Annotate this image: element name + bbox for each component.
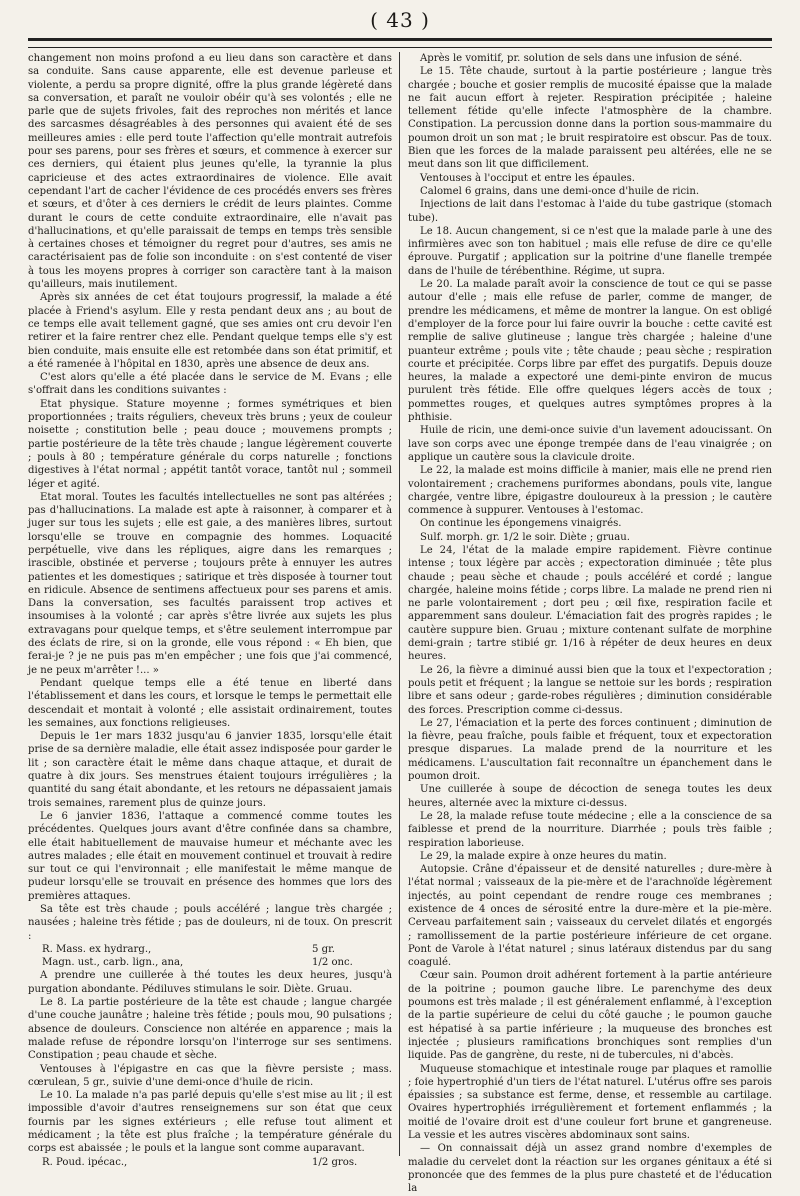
paragraph: C'est alors qu'elle a été placée dans le service de M. Evans ; elle s'offrait dans les conditions suivantes : [28, 372, 392, 397]
paragraph: Le 18. Aucun changement, si ce n'est que la malade parle à une des infirmières avec son ton habituel ; mais elle refuse de dire ce qu'elle éprouve. Purgatif ; application sur la poitrine d'une flanelle trempée dans de l'huile de térébenthine. Régime, ut supra. [408, 225, 772, 277]
prescription-line [28, 1156, 392, 1169]
prescription-line [28, 943, 392, 956]
paragraph: Après le vomitif, pr. solution de sels dans une infusion de séné. [420, 53, 743, 64]
paragraph: Sulf. morph. gr. 1/2 le soir. Diète ; gruau. [420, 531, 631, 543]
paragraph: Le 15. Tête chaude, surtout à la partie postérieure ; langue très chargée ; bouche et gosier remplis de mucosité épaisse que la malade ne fait aucun effort à rejeter. Respiration précipitée ; haleine tellement fétide qu'elle infecte l'atmosphère de la chambre. Constipation. La percussion donne dans la portion sous-mammaire du poumon droit un son mat ; le bruit respiratoire est obscur. Pas de toux. Bien que les forces de la malade paraissent peu altérées, elle ne se meut dans son lit que difficilement. [408, 66, 772, 171]
left-column [28, 52, 392, 1168]
page-number: ( 43 ) [370, 8, 430, 32]
header-rule [28, 38, 772, 48]
right-column [408, 52, 772, 1195]
paragraph: Le 8. La partie postérieure de la tête est chaude ; langue chargée d'une couche jaunâtre ; haleine très fétide ; pouls mou, 90 pulsations ; absence de douleurs. Conscience non altérée en apparence ; mais la malade refuse de répondre lorsqu'on l'interroge sur ses sentimens. Constipation ; peau chaude et sèche. [28, 997, 392, 1062]
paragraph: — On connaissait déjà un assez grand nombre d'exemples de maladie du cervelet dont la réaction sur les organes génitaux a été si prononcée que des femmes de la plus pure chasteté et de l'éducation la [408, 1143, 772, 1195]
paragraph: A prendre une cuillerée à thé toutes les deux heures, jusqu'à purgation abondante. Pédiluves stimulans le soir. Diète. Gruau. [28, 970, 392, 995]
paragraph: Huile de ricin, une demi-once suivie d'un lavement adoucissant. On lave son corps avec une éponge trempée dans de l'eau vinaigrée ; on applique un cautère sous la clavicule droite. [408, 425, 772, 463]
paragraph: Injections de lait dans l'estomac à l'aide du tube gastrique (stomach tube). [408, 199, 772, 224]
paragraph: Le 10. La malade n'a pas parlé depuis qu'elle s'est mise au lit ; il est impossible d'avoir d'autres renseignemens sur son état que ceux fournis par les signes extérieurs ; elle refuse tout aliment et médicament ; la tête est plus fraîche ; la température générale du corps est abaissée ; le pouls et la langue sont comme auparavant. [28, 1090, 392, 1155]
prescription-drug: R. Poud. ipécac., [42, 1156, 128, 1168]
paragraph: Le 24, l'état de la malade empire rapidement. Fièvre continue intense ; toux légère par accès ; expectoration diminuée ; tête plus chaude ; peau sèche et chaude ; pouls accéléré et cordé ; langue chargée, haleine moins fétide ; corps libre. La malade ne prend rien ni ne parle volontairement ; dort peu ; œil fixe, respiration facile et apparemment sans douleur. L'émaciation fait des progrès rapides ; le cautère suppure bien. Gruau ; mixture contenant sulfate de morphine demi-grain ; tartre stibié gr. 1/16 à répéter de deux heures en deux heures. [408, 544, 772, 663]
paragraph: Depuis le 1er mars 1832 jusqu'au 6 janvier 1835, lorsqu'elle était prise de sa dernière maladie, elle était assez indisposée pour garder le lit ; son caractère était le même dans chaque attaque, et durait de quatre à dix jours. Ses menstrues étaient toujours irrégulières ; la quantité du sang était abondante, et les retours ne dépassaient jamais trois semaines, rarement plus de quinze jours. [28, 731, 392, 809]
prescription-quantity: 1/2 gros. [312, 1156, 358, 1168]
paragraph: Le 28, la malade refuse toute médecine ; elle a la conscience de sa faiblesse et prend de la nourriture. Diarrhée ; pouls très faible ; respiration laborieuse. [408, 810, 772, 849]
paragraph: Le 26, la fièvre a diminué aussi bien que la toux et l'expectoration ; pouls petit et fréquent ; la langue se nettoie sur les bords ; respiration libre et sans odeur ; garde-robes régulières ; diminution considérable des forces. Prescription comme ci-dessus. [408, 664, 772, 716]
paragraph: Etat physique. Stature moyenne ; formes symétriques et bien proportionnées ; traits réguliers, cheveux très bruns ; yeux de couleur noisette ; constitution belle ; peau douce ; mouvemens prompts ; partie postérieure de la tête très chaude ; langue légèrement couverte ; pouls à 80 ; température générale du corps naturelle ; fonctions digestives à l'état normal ; appétit tantôt vorace, tantôt nul ; sommeil léger et agité. [28, 398, 392, 490]
paragraph: Ventouses à l'occiput et entre les épaules. [420, 172, 635, 184]
text-columns [28, 52, 772, 1195]
prescription-drug: Magn. ust., carb. lign., ana, [42, 957, 184, 969]
prescription-quantity: 1/2 onc. [312, 957, 353, 969]
prescription-line [28, 956, 392, 969]
paragraph: On continue les épongemens vinaigrés. [420, 518, 622, 530]
paragraph: Le 6 janvier 1836, l'attaque a commencé comme toutes les précédentes. Quelques jours avant d'être confinée dans sa chambre, elle était habituellement de mauvaise humeur et méchante avec les autres malades ; elle était en mouvement continuel et trouvait à redire sur tout ce qui l'environnait ; elle manifestait le même manque de pudeur lorsqu'elle se trouvait en présence des hommes que lors des premières attaques. [28, 810, 392, 902]
paragraph: Calomel 6 grains, dans une demi-once d'huile de ricin. [420, 185, 700, 197]
paragraph: Le 22, la malade est moins difficile à manier, mais elle ne prend rien volontairement ; crachemens puriformes abondans, pouls vite, langue chargée, ventre libre, épigastre douloureux à la pression ; le cautère commence à suppurer. Ventouses à l'estomac. [408, 465, 772, 517]
column-divider [399, 52, 400, 1156]
prescription-drug: R. Mass. ex hydrarg., [42, 943, 152, 955]
paragraph: Le 27, l'émaciation et la perte des forces continuent ; diminution de la fièvre, peau fraîche, pouls faible et fréquent, toux et expectoration presque disparues. La malade prend de la nourriture et les médicamens. L'auscultation fait reconnaître un épanchement dans le poumon droit. [408, 717, 772, 783]
paragraph: Le 20. La malade paraît avoir la conscience de tout ce qui se passe autour d'elle ; mais elle refuse de parler, comme de manger, de prendre les médicamens, et même de montrer la langue. On est obligé d'employer de la force pour lui faire ouvrir la bouche : cette cavité est remplie de salive glutineuse ; langue très chargée ; haleine d'une puanteur extrême ; pouls vite ; tête chaude ; peau sèche ; respiration courte et précipitée. Corps libre par effet des purgatifs. Depuis douze heures, la malade a expectoré une demi-pinte environ de mucus purulent très fétide. Elle offre quelques légers accès de toux ; pommettes rouges, et quelques autres symptômes propres à la phthisie. [408, 279, 772, 424]
paragraph: Muqueuse stomachique et intestinale rouge par plaques et ramollie ; foie hypertrophié d'un tiers de l'état naturel. L'utérus offre ses parois épaissies ; sa substance est ferme, dense, et ressemble au cartilage. Ovaires hypertrophiés irrégulièrement et fortement enflammés ; la moitié de l'ovaire droit est d'une couleur fort brune et gangreneuse. La vessie et les autres viscères abdominaux sont sains. [408, 1063, 772, 1142]
paragraph: Etat moral. Toutes les facultés intellectuelles ne sont pas altérées ; pas d'hallucinations. La malade est apte à raisonner, à comparer et à juger sur tous les sujets ; elle est gaie, a des manières libres, surtout lorsqu'elle se trouve en compagnie des hommes. Loquacité perpétuelle, vive dans les répliques, aigre dans les remarques ; irascible, obstinée et perverse ; toujours prête à ennuyer les autres patientes et les domestiques ; satirique et très disposée à tourner tout en ridicule. Absence de sentimens affectueux pour ses parens et amis. Dans la conversation, ses facultés paraissent trop actives et insoumises à la volonté ; car après s'être livrée aux sujets les plus extravagans pour quelque temps, et s'être seulement interrompue par des éclats de rire, si on la gronde, elle vous répond : « Eh bien, que ferai-je ? je ne puis pas m'en empêcher ; une fois que j'ai commencé, je ne peux m'arrêter !... » [28, 491, 392, 676]
paragraph: Une cuillerée à soupe de décoction de senega toutes les deux heures, alternée avec la mixture ci-dessus. [408, 784, 772, 809]
paragraph: Après six années de cet état toujours progressif, la malade a été placée à Friend's asylum. Elle y resta pendant deux ans ; au bout de ce temps elle avait tellement gagné, que ses amies ont cru devoir l'en retirer et la faire rentrer chez elle. Pendant quelque temps elle s'y est bien conduite, mais ensuite elle est retombée dans son état primitif, et a été ramenée à l'hôpital en 1830, après une absence de deux ans. [28, 292, 392, 370]
prescription-quantity: 5 gr. [312, 943, 336, 955]
paragraph: changement non moins profond a eu lieu dans son caractère et dans sa conduite. Sans cause apparente, elle est devenue parleuse et violente, a perdu sa propre dignité, offre la plus grande légèreté dans sa conversation, et paraît ne vouloir obéir qu'à ses volontés ; elle ne parle que de sujets frivoles, fait des reproches non mérités et lance des sarcasmes désagréables à des personnes qui avaient été de ses meilleures amies : elle perd toute l'affection qu'elle montrait autrefois pour ses parens, pour ses frères et sœurs, et commence à exercer sur ces derniers, qui étaient plus jeunes qu'elle, la tyrannie la plus capricieuse et des actes extraordinaires de violence. Elle avait cependant l'art de cacher l'évidence de ces procédés envers ses frères et sœurs, et d'ôter à ces derniers le crédit de leurs plaintes. Comme durant le cours de cette conduite extraordinaire, elle n'avait pas d'hallucinations, et qu'elle paraissait de temps en temps très sensible à certaines choses et témoigner du regret pour d'autres, ses amis ne caractérisaient pas de folie son inconduite : on s'est contenté de viser à tous les moyens propres à corriger son caractère tant à la maison qu'ailleurs, mais inutilement. [28, 53, 392, 291]
paragraph: Autopsie. Crâne d'épaisseur et de densité naturelles ; dure-mère à l'état normal ; vaisseaux de la pie-mère et de l'arachnoïde légèrement injectés, au point cependant de rendre rouge ces membranes ; existence de 4 onces de sérosité entre la dure-mère et la pie-mère. Cerveau parfaitement sain ; vaisseaux du cervelet dilatés et engorgés ; ramollissement de la partie postérieure inférieure de cet organe. Pont de Varole à l'état naturel ; sinus latéraux distendus par du sang coagulé. [408, 864, 772, 969]
paragraph: Sa tête est très chaude ; pouls accéléré ; langue très chargée ; nausées ; haleine très fétide ; pas de douleurs, ni de toux. On prescrit : [28, 904, 392, 942]
paragraph: Cœur sain. Poumon droit adhérent fortement à la partie antérieure de la poitrine ; poumon gauche libre. Le parenchyme des deux poumons est très malade ; il est généralement enflammé, à l'exception de la partie supérieure de celui du côté gauche ; le poumon gauche est hépatisé à sa partie inférieure ; la muqueuse des bronches est injectée ; plusieurs ramifications bronchiques sont remplies d'un liquide. Pas de gangrène, du reste, ni de tubercules, ni d'abcès. [408, 970, 772, 1062]
paragraph: Pendant quelque temps elle a été tenue en liberté dans l'établissement et dans les cours, et lorsque le temps le permettait elle descendait et montait à volonté ; elle assistait ordinairement, toutes les semaines, aux fonctions religieuses. [28, 677, 392, 729]
paragraph: Ventouses à l'épigastre en cas que la fièvre persiste ; mass. cœrulean, 5 gr., suivie d'une demi-once d'huile de ricin. [28, 1063, 392, 1088]
paragraph: Le 29, la malade expire à onze heures du matin. [420, 850, 667, 862]
